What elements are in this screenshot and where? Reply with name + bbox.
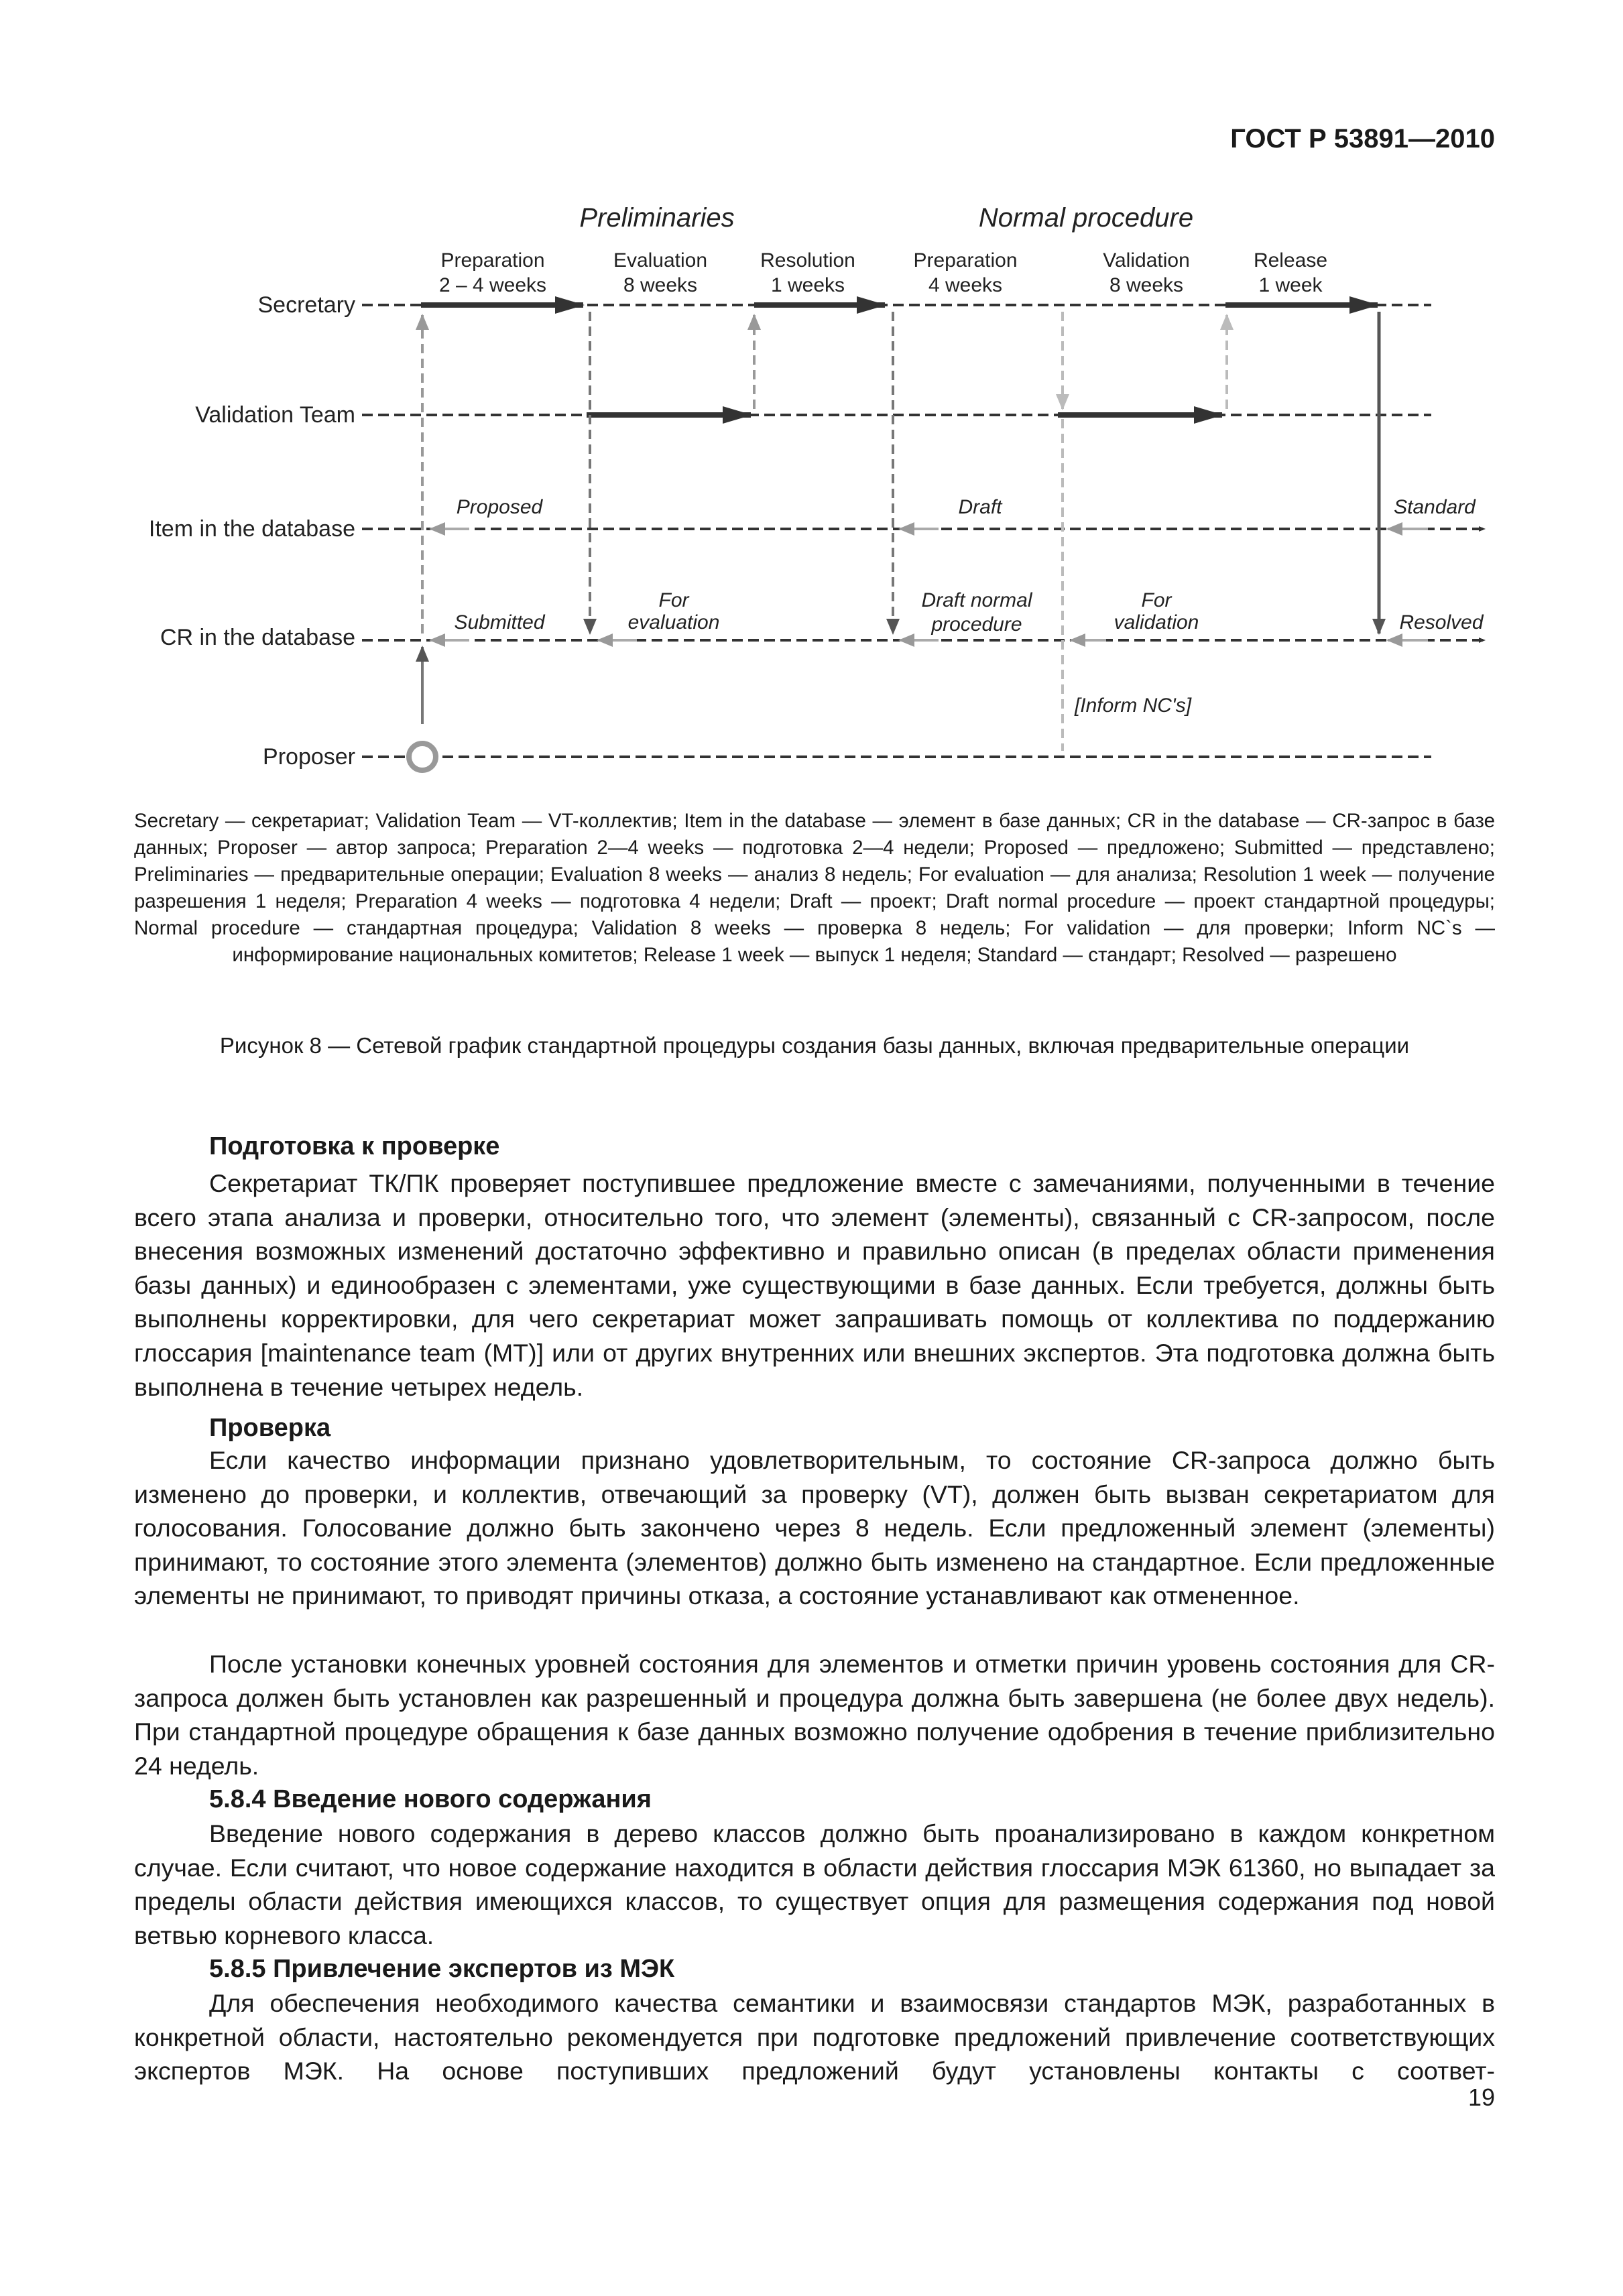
item-state-label: Proposed bbox=[456, 496, 543, 518]
lane-label-secretary: Secretary bbox=[257, 292, 355, 318]
step-name: Validation bbox=[1103, 249, 1190, 271]
cr-state-label: procedure bbox=[931, 613, 1022, 636]
step-name: Release bbox=[1253, 249, 1328, 271]
section-heading: Подготовка к проверке bbox=[209, 1132, 500, 1160]
step-duration: 8 weeks bbox=[623, 274, 698, 296]
cr-state-label: For bbox=[658, 589, 689, 611]
inform-label: [Inform NC's] bbox=[1074, 694, 1192, 717]
step-duration: 1 weeks bbox=[770, 274, 845, 296]
step-name: Evaluation bbox=[613, 249, 708, 271]
lane-label-proposer: Proposer bbox=[263, 744, 355, 770]
lane-label-validation-team: Validation Team bbox=[195, 402, 355, 428]
section-heading: 5.8.4 Введение нового содержания bbox=[209, 1785, 652, 1813]
item-state-label: Standard bbox=[1394, 496, 1476, 518]
paragraph: Для обеспечения необходимого качества семантики и взаимосвязи стандартов МЭК, разработанных в конкретной области, настоятельно рекомендуется при подготовке предложений привлечение соответствующих экспертов МЭК. На основе поступивших предложений будут установлены контакты с соответ- bbox=[134, 1989, 1495, 2086]
paragraph: После установки конечных уровней состояния для элементов и отметки причин уровень состояния для CR-запроса должен быть установлен как разрешенный и процедура должна быть завершена (не более двух недель). При стандартной процедуре обращения к базе данных возможно получение одобрения в течение приблизительно 24 недель. bbox=[134, 1650, 1495, 1780]
cr-state-label: Resolved bbox=[1399, 611, 1484, 633]
page-number: 19 bbox=[1467, 2083, 1495, 2111]
document-header: ГОСТ Р 53891—2010 bbox=[1230, 124, 1495, 154]
proposer-node bbox=[409, 743, 436, 770]
cr-state-label: evaluation bbox=[627, 611, 720, 633]
figure-caption: Рисунок 8 — Сетевой график стандартной процедуры создания базы данных, включая предварительные операции bbox=[219, 1033, 1410, 1058]
cr-state-label: validation bbox=[1114, 611, 1199, 633]
step-name: Preparation bbox=[913, 249, 1018, 271]
paragraph: Если качество информации признано удовлетворительным, то состояние CR-запроса должно быть изменено до проверки, и коллектив, отвечающий за проверку (VT), должен быть вызван секретариатом для голосования. Голосование должно быть закончено через 8 недель. Если предложенный элемент (элементы) принимают, то состояние этого элемента (элементов) должно быть изменено на стандартное. Если предложенные элементы не принимают, то приводят причины отказа, а состояние устанавливают как отмененное. bbox=[134, 1446, 1495, 1610]
step-duration: 1 week bbox=[1258, 274, 1323, 296]
lane-label-item: Item in the database bbox=[148, 516, 355, 542]
phase-label: Preliminaries bbox=[579, 203, 735, 233]
step-name: Preparation bbox=[440, 249, 545, 271]
cr-state-label: Submitted bbox=[454, 611, 545, 633]
step-name: Resolution bbox=[760, 249, 855, 271]
step-duration: 4 weeks bbox=[928, 274, 1003, 296]
section-heading: Проверка bbox=[209, 1414, 331, 1442]
section-heading: 5.8.5 Привлечение экспертов из МЭК bbox=[209, 1955, 675, 1983]
paragraph: Секретариат ТК/ПК проверяет поступившее предложение вместе с замечаниями, полученными в течение всего этапа анализа и проверки, относительно того, что элемент (элементы), связанный с CR-запросом, после внесения возможных изменений достаточно эффективно и правильно описан (в пределах области применения базы данных) и единообразен с элементами, уже существующими в базе данных. Если требуется, должны быть выполнены корректировки, для чего секретариат может запрашивать помощь от коллектива по поддержанию глоссария [maintenance team (MT)] или от других внутренних или внешних экспертов. Эта подготовка должна быть выполнена в течение четырех недель. bbox=[134, 1169, 1495, 1401]
step-duration: 2 – 4 weeks bbox=[438, 274, 547, 296]
figure-legend: Secretary — секретариат; Validation Team — VT-коллектив; Item in the database — элемент в базе данных; CR in the database — CR-запрос в базе данных; Proposer — автор запроса; Preparation 2—4 weeks — подготовка 2—4 недели; Proposed — предложено; Submitted — представлено; Preliminaries — предварительные операции; Evaluation 8 weeks — анализ 8 недель; For evaluation — для анализа; Resolution 1 week — получение разрешения 1 неделя; Preparation 4 weeks — подготовка 4 недели; Draft — проект; Draft normal procedure — проект стандартной процедуры; Normal procedure — стандартная процедура; Validation 8 weeks — проверка 8 недель; For validation — для проверки; Inform NC`s — информирование национальных комитетов; Release 1 week — выпуск 1 неделя; Standard — стандарт; Resolved — разрешено bbox=[134, 810, 1495, 966]
phase-label: Normal procedure bbox=[978, 203, 1194, 233]
cr-state-label: Draft normal bbox=[921, 589, 1032, 611]
step-duration: 8 weeks bbox=[1109, 274, 1184, 296]
lane-label-cr: CR in the database bbox=[160, 625, 355, 650]
item-state-label: Draft bbox=[958, 496, 1002, 518]
network-diagram bbox=[0, 0, 1623, 798]
paragraph: Введение нового содержания в дерево классов должно быть проанализировано в каждом конкретном случае. Если считают, что новое содержание находится в области действия глоссария МЭК 61360, но выпадает за пределы области действия имеющихся классов, то существует опция для размещения содержания под новой ветвью корневого класса. bbox=[134, 1819, 1495, 1949]
cr-state-label: For bbox=[1141, 589, 1172, 611]
